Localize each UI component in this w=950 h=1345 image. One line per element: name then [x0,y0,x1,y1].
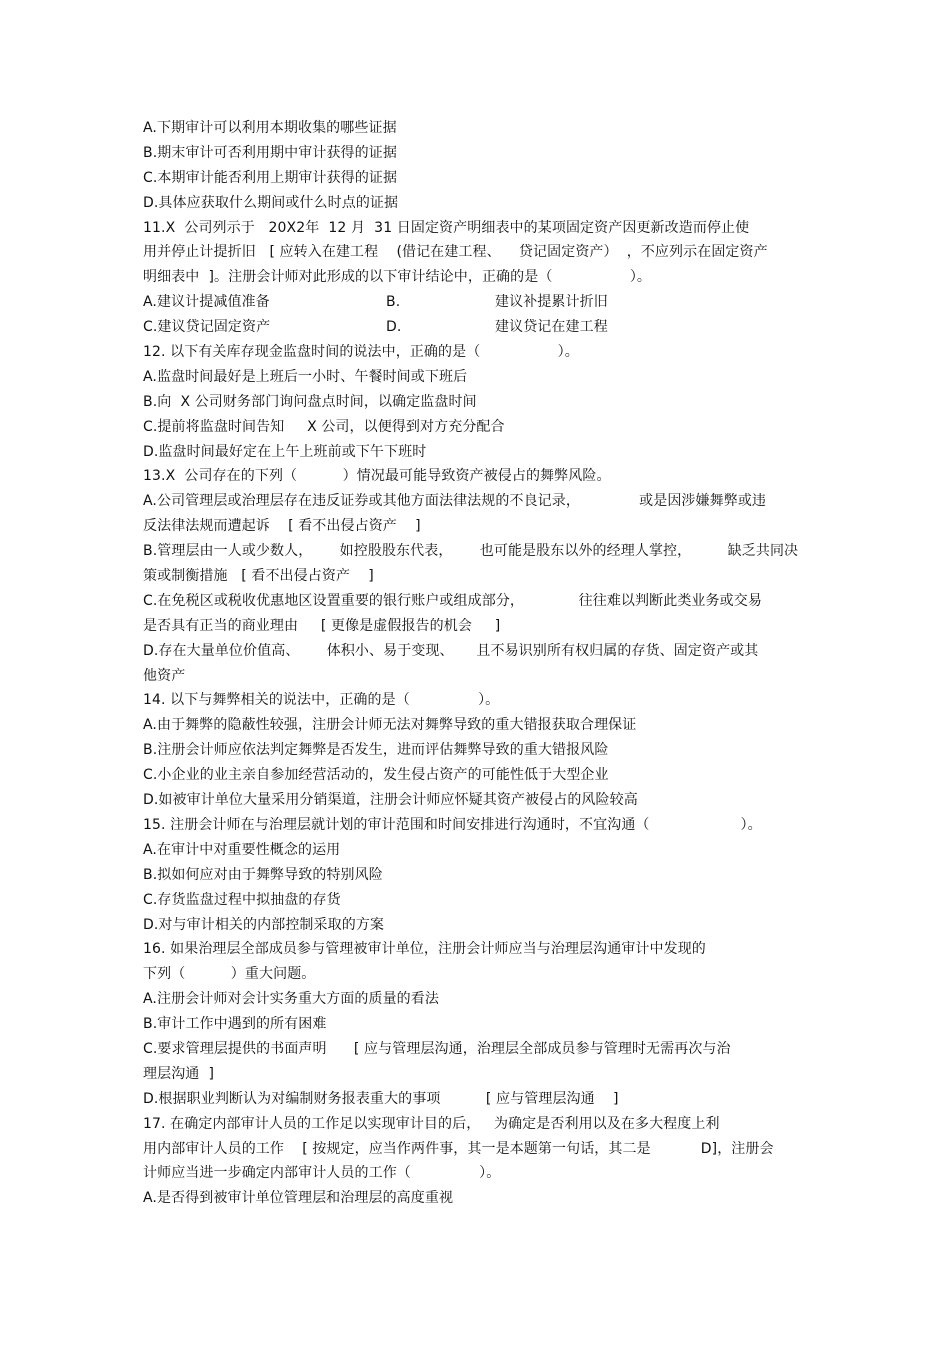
q13-option-c-line-2: 是否具有正当的商业理由 [ 更像是虚假报告的机会 ] [143,617,501,634]
q12-option-d: D.监盘时间最好定在上午上班前或下午下班时 [143,443,427,460]
q15-option-b: B.拟如何应对由于舞弊导致的特别风险 [143,866,383,883]
q13-option-b-line-2: 策或制衡措施 [ 看不出侵占资产 ] [143,568,374,585]
question-11-line-2: 用并停止计提折旧 [ 应转入在建工程 (借记在建工程、 贷记固定资产） ，不应列示在固定资产 [143,244,768,261]
q12-option-a: A.监盘时间最好是上班后一小时、午餐时间或下班后 [143,368,468,385]
q17-option-a: A.是否得到被审计单位管理层和治理层的高度重视 [143,1190,454,1207]
q16-option-b: B.审计工作中遇到的所有困难 [143,1016,327,1033]
question-11-options-ab [143,290,813,315]
question-11-line-1: 11.X 公司列示于 20X2年 12 月 31 日固定资产明细表中的某项固定资产因更新改造而停止使 [143,219,750,236]
question-15-stem: 15. 注册会计师在与治理层就计划的审计范围和时间安排进行沟通时，不宜沟通（ ）。 [143,816,762,833]
question-11-options-cd [143,315,813,340]
q16-option-c-line-1: C.要求管理层提供的书面声明 [ 应与管理层沟通，治理层全部成员参与管理时无需再次与治 [143,1040,731,1057]
q16-option-c-line-2: 理层沟通 ] [143,1065,215,1082]
question-12-stem: 12. 以下有关库存现金监盘时间的说法中，正确的是（ ）。 [143,344,579,361]
q14-option-d: D.如被审计单位大量采用分销渠道，注册会计师应怀疑其资产被侵占的风险较高 [143,792,638,809]
q11-option-d-text: 建议贷记在建工程 [495,319,608,336]
q13-option-c-line-1: C.在免税区或税收优惠地区设置重要的银行账户或组成部分， 往往难以判断此类业务或交易 [143,592,762,609]
q11-option-a: A.建议计提减值准备 [143,294,270,311]
q14-option-b: B.注册会计师应依法判定舞弊是否发生，进而评估舞弊导致的重大错报风险 [143,742,609,759]
q13-option-b-line-1: B.管理层由一人或少数人， 如控股股东代表， 也可能是股东以外的经理人掌控， 缺乏共同决 [143,543,799,560]
question-14-stem: 14. 以下与舞弊相关的说法中，正确的是（ ）。 [143,692,500,709]
q13-option-d-line-1: D.存在大量单位价值高、 体积小、易于变现、 且不易识别所有权归属的存货、固定资产或其 [143,642,759,659]
q15-option-c: C.存货监盘过程中拟抽盘的存货 [143,891,341,908]
q11-option-d-letter: D. [386,319,402,336]
question-11-line-3: 明细表中 ]。注册会计师对此形成的以下审计结论中，正确的是（ ）。 [143,269,652,286]
q11-option-c: C.建议贷记固定资产 [143,319,271,336]
question-17-stem-line-1: 17. 在确定内部审计人员的工作足以实现审计目的后， 为确定是否利用以及在多大程度上利 [143,1115,720,1132]
option-c: C.本期审计能否利用上期审计获得的证据 [143,169,398,186]
q13-option-a-line-2: 反法律法规而遭起诉 [ 看不出侵占资产 ] [143,518,421,535]
q12-option-b: B.向 X 公司财务部门询问盘点时间，以确定监盘时间 [143,393,477,410]
q12-option-c: C.提前将监盘时间告知 X 公司，以便得到对方充分配合 [143,418,505,435]
q13-option-a-line-1: A.公司管理层或治理层存在违反证券或其他方面法律法规的不良记录， 或是因涉嫌舞弊或违 [143,493,767,510]
question-16-stem-line-1: 16. 如果治理层全部成员参与管理被审计单位，注册会计师应当与治理层沟通审计中发现的 [143,941,706,958]
q13-option-d-line-2: 他资产 [143,667,186,684]
option-a: A.下期审计可以利用本期收集的哪些证据 [143,120,397,136]
q15-option-d: D.对与审计相关的内部控制采取的方案 [143,916,385,933]
question-17-stem-line-3: 计师应当进一步确定内部审计人员的工作（ ）。 [143,1165,501,1182]
option-d: D.具体应获取什么期间或什么时点的证据 [143,194,399,211]
question-17-stem-line-2: 用内部审计人员的工作 [ 按规定，应当作两件事，其一是本题第一句话，其二是 D]，注册会 [143,1140,774,1157]
q15-option-a: A.在审计中对重要性概念的运用 [143,841,341,858]
q11-option-b-text: 建议补提累计折旧 [495,294,608,311]
q14-option-a: A.由于舞弊的隐蔽性较强，注册会计师无法对舞弊导致的重大错报获取合理保证 [143,717,637,734]
q14-option-c: C.小企业的业主亲自参加经营活动的，发生侵占资产的可能性低于大型企业 [143,767,609,784]
question-16-stem-line-2: 下列（ ）重大问题。 [143,966,316,983]
q16-option-d: D.根据职业判断认为对编制财务报表重大的事项 [ 应与管理层沟通 ] [143,1090,619,1107]
q11-option-b-letter: B. [386,294,401,311]
option-b: B.期末审计可否利用期中审计获得的证据 [143,144,397,161]
question-13-stem: 13.X 公司存在的下列（ ）情况最可能导致资产被侵占的舞弊风险。 [143,468,611,485]
document-body [143,116,813,1211]
q16-option-a: A.注册会计师对会计实务重大方面的质量的看法 [143,991,439,1008]
